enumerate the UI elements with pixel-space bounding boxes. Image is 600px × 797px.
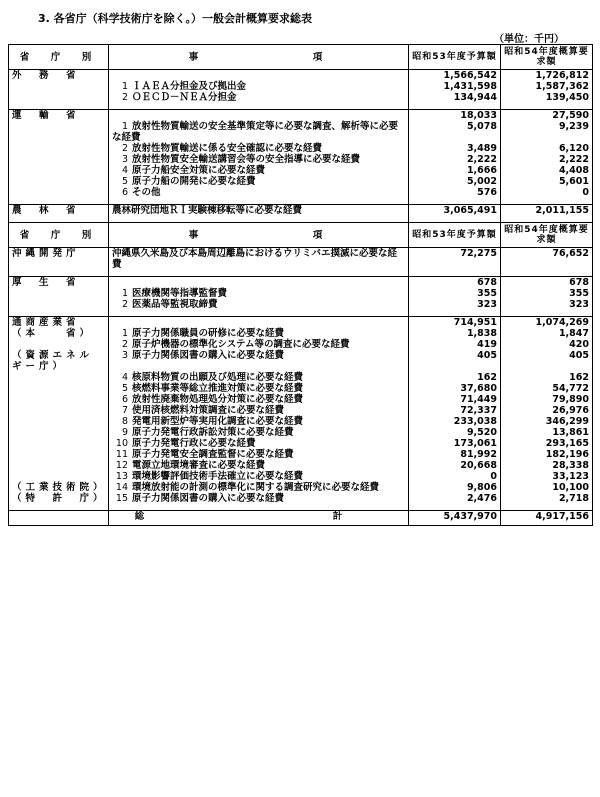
- item-text: 放射性物質輸送の安全基準策定等に必要な調査、解析等に必要な経費: [112, 121, 399, 143]
- table-row: [9, 248, 593, 271]
- table-row: [9, 121, 593, 143]
- table-row: [9, 405, 593, 416]
- item-text: ＩＡＥＡ分担金及び拠出金: [132, 81, 247, 92]
- header-row: [9, 45, 593, 70]
- fy53-value: 72,275: [409, 248, 501, 271]
- fy54-value: 54,772: [501, 383, 593, 394]
- fy54-value: 4,408: [501, 165, 593, 176]
- item-cell: [109, 482, 409, 493]
- item-number: 2: [121, 92, 128, 103]
- ministry-cell: 農 林 省: [9, 205, 109, 217]
- table-row: [9, 372, 593, 383]
- item-cell: [109, 110, 409, 122]
- ministry-cell: [9, 383, 109, 394]
- fy54-value: 678: [501, 277, 593, 289]
- ministry-cell: （特 許 庁）: [9, 493, 109, 504]
- table-row: [9, 438, 593, 449]
- item-cell: [109, 299, 409, 310]
- ministry-cell: [9, 438, 109, 449]
- fy53-value: 5,078: [409, 121, 501, 143]
- ministry-cell: [9, 416, 109, 427]
- table-row: [9, 70, 593, 82]
- item-cell: [109, 339, 409, 350]
- table-row: [9, 187, 593, 198]
- item-text: 原子力発電行政に必要な経費: [132, 438, 256, 449]
- item-text: ＯＥＣＤ－ＮＥＡ分担金: [132, 92, 237, 103]
- item-cell: [109, 328, 409, 339]
- item-text: 原子力発電安全調査監督に必要な経費: [132, 449, 294, 460]
- fy53-value: 72,337: [409, 405, 501, 416]
- item-number: 1: [121, 121, 128, 132]
- fy54-value: 27,590: [501, 110, 593, 122]
- item-text: 放射性物質安全輸送講習会等の安全指導に必要な経費: [132, 154, 361, 165]
- fy53-value: 9,520: [409, 427, 501, 438]
- table-row: [9, 416, 593, 427]
- ministry-cell: [9, 299, 109, 310]
- fy53-value: 134,944: [409, 92, 501, 103]
- item-number: 1: [121, 328, 128, 339]
- item-text: 原子炉機器の標準化システム等の調査に必要な経費: [132, 339, 350, 350]
- ministry-cell: [9, 176, 109, 187]
- ministry-cell: [9, 339, 109, 350]
- fy54-value: 79,890: [501, 394, 593, 405]
- item-text: 原子力関係職員の研修に必要な経費: [132, 328, 285, 339]
- table-row: [9, 110, 593, 122]
- item-text: 発電用新型炉等実用化調査に必要な経費: [132, 416, 304, 427]
- fy54-value: 2,718: [501, 493, 593, 504]
- header-ministry: 省 庁 別: [9, 223, 109, 248]
- total-fy54: 4,917,156: [501, 511, 593, 526]
- table-row: [9, 427, 593, 438]
- fy54-value: 355: [501, 288, 593, 299]
- item-text: その他: [132, 187, 161, 198]
- table-row: [9, 471, 593, 482]
- item-number: 9: [121, 427, 128, 438]
- item-number: 7: [121, 405, 128, 416]
- header-row: [9, 223, 593, 248]
- item-text: 核原料物質の出願及び処理に必要な経費: [132, 372, 304, 383]
- ministry-cell: [9, 471, 109, 482]
- item-cell: [109, 205, 409, 217]
- item-number: 6: [121, 187, 128, 198]
- item-number: 4: [121, 165, 128, 176]
- ministry-cell: 通商産業省: [9, 317, 109, 329]
- fy53-value: 405: [409, 350, 501, 372]
- ministry-cell: [9, 81, 109, 92]
- item-cell: [109, 248, 409, 271]
- fy53-value: 81,992: [409, 449, 501, 460]
- item-cell: [109, 394, 409, 405]
- item-cell: [109, 449, 409, 460]
- fy54-value: 13,861: [501, 427, 593, 438]
- table-row: [9, 92, 593, 103]
- fy54-value: 6,120: [501, 143, 593, 154]
- item-number: 2: [121, 339, 128, 350]
- item-cell: [109, 416, 409, 427]
- fy54-value: 9,239: [501, 121, 593, 143]
- item-cell: [109, 277, 409, 289]
- item-number: 6: [121, 394, 128, 405]
- ministry-cell: （工業技術院）: [9, 482, 109, 493]
- ministry-cell: [9, 405, 109, 416]
- item-text: 原子力関係図書の購入に必要な経費: [132, 493, 285, 504]
- item-cell: [109, 438, 409, 449]
- ministry-cell: [9, 154, 109, 165]
- fy53-value: 20,668: [409, 460, 501, 471]
- table-row: [9, 350, 593, 372]
- table-row: [9, 339, 593, 350]
- item-number: 1: [121, 81, 128, 92]
- item-text: 使用済核燃料対策調査に必要な経費: [132, 405, 285, 416]
- page-title: 3. 各省庁（科学技術庁を除く。）一般会計概算要求総表: [38, 12, 312, 25]
- fy53-value: 419: [409, 339, 501, 350]
- ministry-cell: [9, 372, 109, 383]
- ministry-cell: [9, 449, 109, 460]
- item-text: 放射性廃棄物処理処分対策に必要な経費: [132, 394, 304, 405]
- item-number: 5: [121, 176, 128, 187]
- fy53-value: 323: [409, 299, 501, 310]
- fy53-value: 1,666: [409, 165, 501, 176]
- item-text: 医薬品等監視取締費: [132, 299, 218, 310]
- fy54-value: 33,123: [501, 471, 593, 482]
- fy54-value: 2,222: [501, 154, 593, 165]
- item-cell: [109, 288, 409, 299]
- item-cell: [109, 70, 409, 82]
- fy53-value: 5,002: [409, 176, 501, 187]
- fy54-value: 162: [501, 372, 593, 383]
- item-cell: [109, 154, 409, 165]
- item-cell: [109, 317, 409, 329]
- table-row: [9, 81, 593, 92]
- ministry-cell: 運 輸 省: [9, 110, 109, 122]
- item-cell: [109, 471, 409, 482]
- item-text: 原子力発電行政訴訟対策に必要な経費: [132, 427, 294, 438]
- fy53-value: 233,038: [409, 416, 501, 427]
- fy53-value: 355: [409, 288, 501, 299]
- fy53-value: 71,449: [409, 394, 501, 405]
- total-label: 総 計: [109, 511, 409, 526]
- ministry-cell: （本 省）: [9, 328, 109, 339]
- item-number: 2: [121, 143, 128, 154]
- item-cell: [109, 372, 409, 383]
- table-row: [9, 288, 593, 299]
- item-number: 1: [121, 288, 128, 299]
- ministry-cell: 厚 生 省: [9, 277, 109, 289]
- table-row: [9, 154, 593, 165]
- table-row: [9, 493, 593, 504]
- fy53-value: 678: [409, 277, 501, 289]
- table-row: [9, 482, 593, 493]
- ministry-cell: （資源エネルギー庁）: [9, 350, 109, 372]
- fy53-value: 173,061: [409, 438, 501, 449]
- item-number: 3: [121, 154, 128, 165]
- item-text: 電源立地環境審査に必要な経費: [132, 460, 266, 471]
- fy54-value: 323: [501, 299, 593, 310]
- fy53-value: 162: [409, 372, 501, 383]
- fy54-value: 420: [501, 339, 593, 350]
- fy53-value: 1,566,542: [409, 70, 501, 82]
- table-row: [9, 460, 593, 471]
- table-row: [9, 449, 593, 460]
- item-text: 原子力関係図書の購入に必要な経費: [132, 350, 285, 361]
- fy54-value: 293,165: [501, 438, 593, 449]
- table-row: [9, 165, 593, 176]
- item-text: 核燃料事業等総立推進対策に必要な経費: [132, 383, 304, 394]
- fy53-value: 3,489: [409, 143, 501, 154]
- item-number: 15: [115, 493, 128, 504]
- table-row: [9, 299, 593, 310]
- item-text: 原子力船安全対策に必要な経費: [132, 165, 266, 176]
- item-text: 農林研究団地ＲＩ実験棟移転等に必要な経費: [112, 205, 303, 216]
- fy53-value: 37,680: [409, 383, 501, 394]
- item-text: 医療機関等指導監督費: [132, 288, 228, 299]
- item-number: 8: [121, 416, 128, 427]
- fy54-value: 405: [501, 350, 593, 372]
- item-text: 環境放射能の計測の標準化に関する調査研究に必要な経費: [132, 482, 380, 493]
- item-number: 12: [115, 460, 128, 471]
- item-cell: [109, 143, 409, 154]
- fy54-value: 139,450: [501, 92, 593, 103]
- item-number: 2: [121, 299, 128, 310]
- fy53-value: 9,806: [409, 482, 501, 493]
- header-item: 事 項: [109, 45, 409, 70]
- ministry-cell: 沖縄開発庁: [9, 248, 109, 271]
- header-fy54: 昭和54年度概算要求額: [501, 223, 593, 248]
- header-item: 事 項: [109, 223, 409, 248]
- table-row: [9, 383, 593, 394]
- item-number: 3: [121, 350, 128, 361]
- table-row: [9, 317, 593, 329]
- total-row: [9, 511, 593, 526]
- item-number: 5: [121, 383, 128, 394]
- fy54-value: 1,726,812: [501, 70, 593, 82]
- fy53-value: 714,951: [409, 317, 501, 329]
- item-cell: [109, 92, 409, 103]
- item-number: 11: [115, 449, 128, 460]
- fy53-value: 576: [409, 187, 501, 198]
- item-cell: [109, 405, 409, 416]
- item-text: 原子力船の開発に必要な経費: [132, 176, 256, 187]
- header-fy53: 昭和53年度予算額: [409, 223, 501, 248]
- table-row: [9, 277, 593, 289]
- item-cell: [109, 176, 409, 187]
- table-row: [9, 328, 593, 339]
- fy53-value: 1,838: [409, 328, 501, 339]
- ministry-cell: [9, 288, 109, 299]
- fy54-value: 1,587,362: [501, 81, 593, 92]
- header-fy53: 昭和53年度予算額: [409, 45, 501, 70]
- table-row: [9, 205, 593, 217]
- ministry-cell: [9, 394, 109, 405]
- fy54-value: 1,847: [501, 328, 593, 339]
- fy53-value: 18,033: [409, 110, 501, 122]
- item-number: 13: [115, 471, 128, 482]
- item-cell: [109, 81, 409, 92]
- fy53-value: 0: [409, 471, 501, 482]
- fy54-value: 1,074,269: [501, 317, 593, 329]
- item-cell: [109, 383, 409, 394]
- table-row: [9, 394, 593, 405]
- item-cell: [109, 165, 409, 176]
- item-text: 放射性物質輸送に係る安全確認に必要な経費: [132, 143, 323, 154]
- header-fy54: 昭和54年度概算要求額: [501, 45, 593, 70]
- fy54-value: 346,299: [501, 416, 593, 427]
- fy54-value: 182,196: [501, 449, 593, 460]
- item-cell: [109, 460, 409, 471]
- total-blank: [9, 511, 109, 526]
- table-row: [9, 176, 593, 187]
- budget-table: [8, 44, 593, 526]
- item-cell: [109, 493, 409, 504]
- fy54-value: 2,011,155: [501, 205, 593, 217]
- ministry-cell: [9, 92, 109, 103]
- fy53-value: 2,476: [409, 493, 501, 504]
- fy54-value: 26,976: [501, 405, 593, 416]
- ministry-cell: [9, 121, 109, 143]
- total-fy53: 5,437,970: [409, 511, 501, 526]
- header-ministry: 省 庁 別: [9, 45, 109, 70]
- fy53-value: 1,431,598: [409, 81, 501, 92]
- item-cell: [109, 350, 409, 372]
- fy54-value: 28,338: [501, 460, 593, 471]
- fy54-value: 76,652: [501, 248, 593, 271]
- fy53-value: 3,065,491: [409, 205, 501, 217]
- ministry-cell: [9, 427, 109, 438]
- item-number: 4: [121, 372, 128, 383]
- ministry-cell: 外 務 省: [9, 70, 109, 82]
- fy53-value: 2,222: [409, 154, 501, 165]
- item-cell: [109, 121, 409, 143]
- fy54-value: 5,601: [501, 176, 593, 187]
- ministry-cell: [9, 460, 109, 471]
- fy54-value: 0: [501, 187, 593, 198]
- ministry-cell: [9, 165, 109, 176]
- item-number: 14: [115, 482, 128, 493]
- fy54-value: 10,100: [501, 482, 593, 493]
- table-row: [9, 143, 593, 154]
- item-cell: [109, 427, 409, 438]
- item-number: 10: [115, 438, 128, 449]
- item-cell: [109, 187, 409, 198]
- item-text: 環境影響評価技術手法確立に必要な経費: [132, 471, 304, 482]
- unit-label: （単位：千円）: [494, 34, 564, 45]
- item-text: 沖縄県久米島及び本島周辺離島におけるウリミバエ撲滅に必要な経費: [112, 248, 398, 270]
- ministry-cell: [9, 143, 109, 154]
- ministry-cell: [9, 187, 109, 198]
